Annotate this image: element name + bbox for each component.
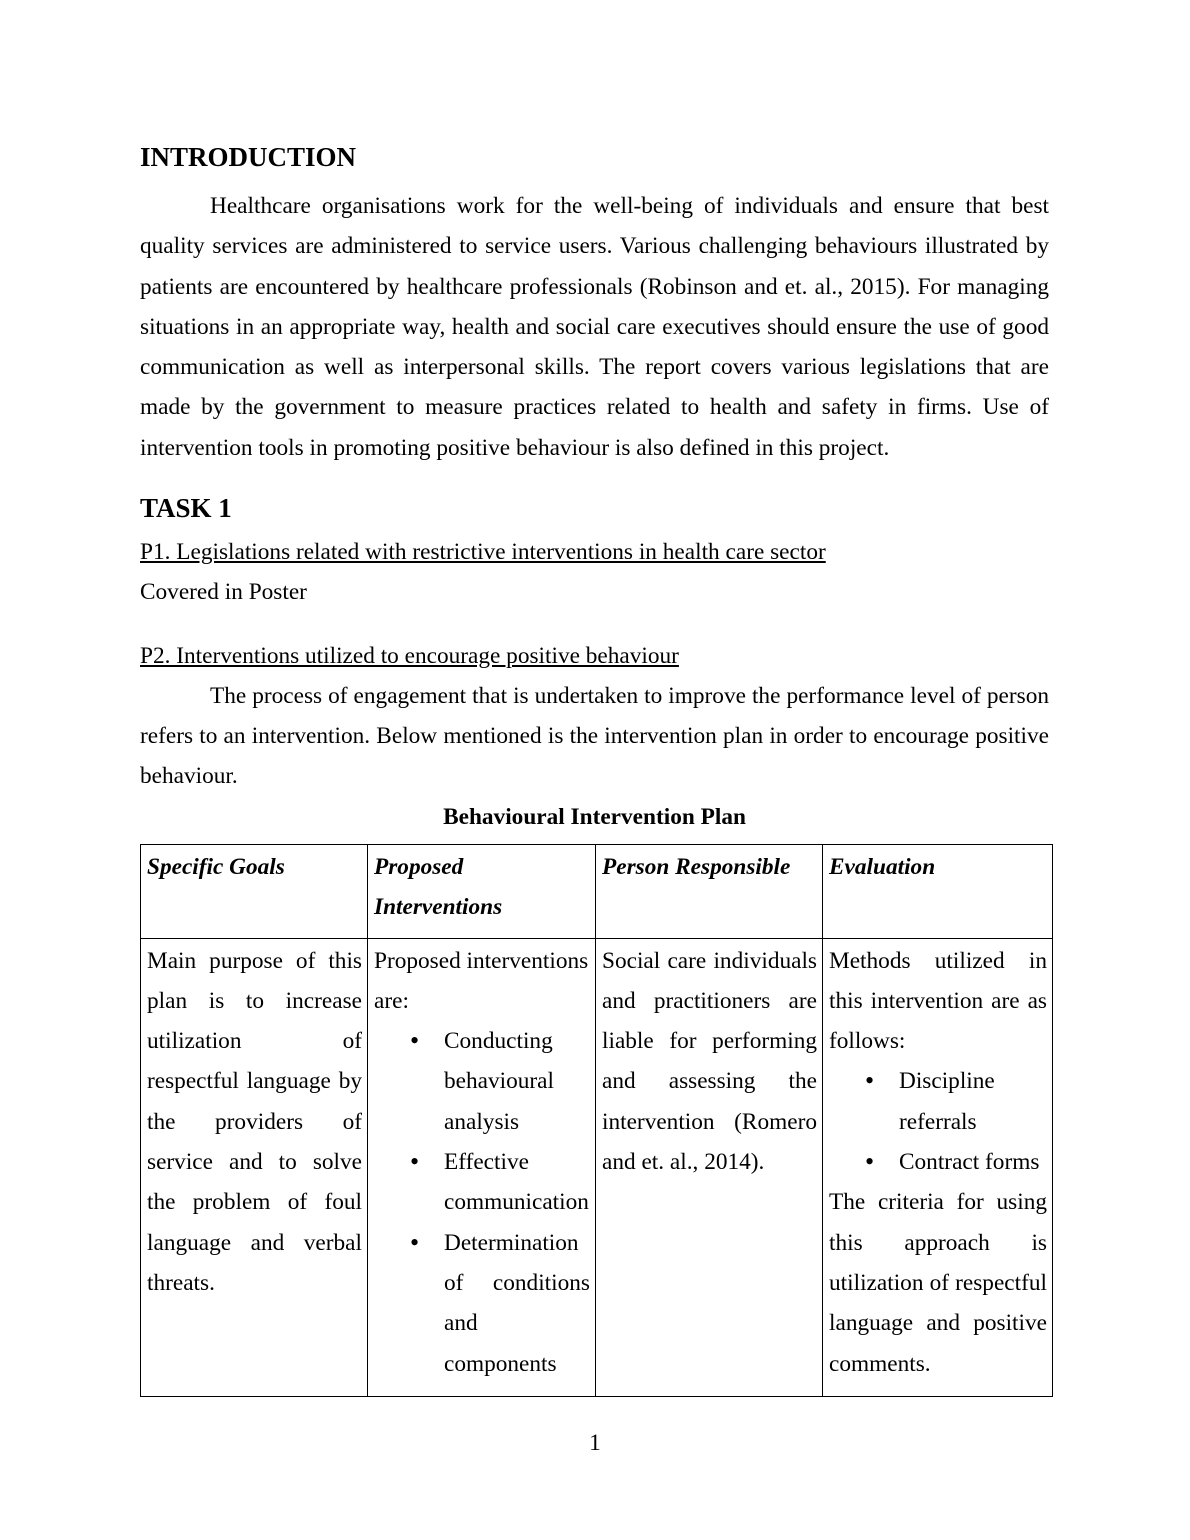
list-item: • Contract forms <box>829 1142 1047 1182</box>
list-item: • Conducting behavioural analysis <box>374 1021 590 1142</box>
page-number: 1 <box>589 1430 601 1456</box>
header-proposed-interventions: Proposed Interventions <box>368 845 596 939</box>
p1-text: Covered in Poster <box>140 579 307 606</box>
table-title: Behavioural Intervention Plan <box>443 804 746 830</box>
p2-paragraph: The process of engagement that is undertaken to improve the performance level of person refers to an intervention. Below mentioned is the intervention plan in order to encourage positive behaviour. <box>140 682 1049 790</box>
p2-title: P2. Interventions utilized to encourage positive behaviour <box>140 642 679 669</box>
list-item: • Discipline referrals <box>829 1061 1047 1142</box>
cell-goals: Main purpose of this plan is to increase utilization of respectful language by the providers of service and to solve the problem of foul language and verbal threats. <box>141 938 368 1396</box>
header-specific-goals: Specific Goals <box>141 845 368 939</box>
introduction-paragraph: Healthcare organisations work for the well-being of individuals and ensure that best quality services are administered to service users. Various challenging behaviours illustrated by patients are encountered by healthcare professionals (Robinson and et. al., 2015). For managing situations in an appropriate way, health and social care executives should ensure the use of good communication as well as interpersonal skills. The report covers various legislations that are made by the government to measure practices related to health and safety in firms. Use of intervention tools in promoting positive behaviour is also defined in this project. <box>140 193 1049 461</box>
cell-responsible: Social care individuals and practitioners are liable for performing and assessing the intervention (Romero and et. al., 2014). <box>596 938 823 1396</box>
cell-evaluation <box>823 938 1053 1396</box>
list-item: • Determination of conditions and components <box>374 1223 590 1384</box>
introduction-heading: INTRODUCTION <box>140 142 357 172</box>
task1-section <box>140 492 1049 797</box>
evaluation-list <box>829 1061 1047 1182</box>
p1-title: P1. Legislations related with restrictive interventions in health care sector <box>140 539 826 565</box>
intervention-plan-table <box>140 844 1053 1397</box>
header-evaluation: Evaluation <box>823 845 1053 939</box>
header-person-responsible: Person Responsible <box>596 845 823 939</box>
task1-heading: TASK 1 <box>140 493 232 523</box>
table-row <box>141 938 1053 1396</box>
interventions-list <box>374 1021 590 1384</box>
cell-interventions <box>368 938 596 1396</box>
introduction-section <box>140 141 1049 468</box>
evaluation-text: The criteria for using this approach is utilization of respectful language and positive comments. <box>829 1189 1047 1377</box>
list-item: • Effective communication <box>374 1142 590 1223</box>
table-header-row <box>141 845 1053 939</box>
evaluation-intro: Methods utilized in this intervention are as follows: <box>829 947 1047 1055</box>
interventions-intro: Proposed interventions are: <box>374 947 589 1014</box>
